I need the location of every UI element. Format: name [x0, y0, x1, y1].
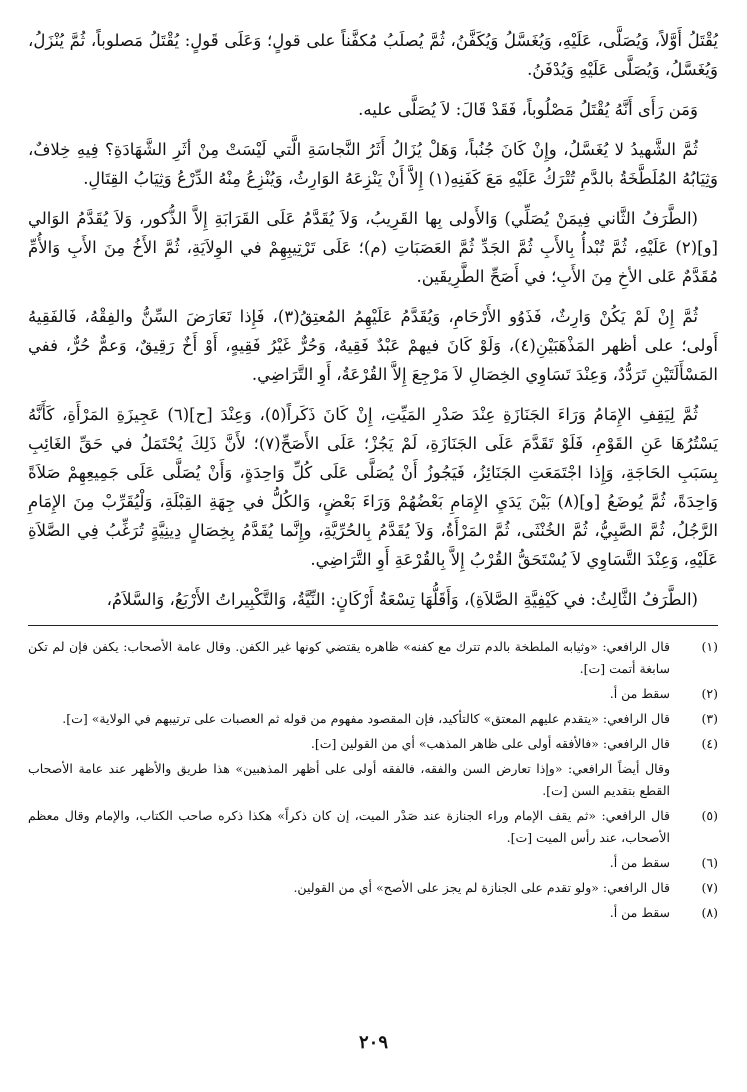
footnote-continuation	[28, 758, 718, 802]
footnote	[28, 805, 718, 849]
page-number: ٢٠٩	[358, 1032, 388, 1053]
footnote-text: قال الرافعي: «ثم يقف الإمام وراء الجنازة عند صَدْر الميت، إن كان ذكراً» هكذا ذكره صاحب الكتاب، والإمام وقال معظم الأصحاب، عند رأس الميت [ت].	[28, 808, 670, 845]
paragraph: (الطَّرَفُ الثَّالِثُ: في كَيْفِيَّةِ الصَّلاَةِ)، وَأَقَلُّهَا تِسْعَةُ أَرْكَانٍ: النِّيَّةُ، وَالتَّكْبِيراتُ الأَرْبَعُ، وَالسَّلاَمُ،	[106, 590, 698, 609]
footnotes	[28, 636, 718, 924]
footnote-text: قال الرافعي: «يتقدم عليهم المعتق» كالتأكيد، فإن المقصود مفهوم من قوله ثم العصبات على ترتيبهم في الولاية» [ت].	[62, 711, 670, 726]
page	[28, 26, 718, 927]
footnote-text: سقط من أ.	[609, 855, 670, 870]
footnote-divider	[28, 625, 718, 626]
paragraph: ثُمَّ لِيَقِفِ الإِمَامُ وَرَاءَ الجَنَازَةِ عِنْدَ صَدْرِ المَيِّتِ، إِنْ كَانَ ذَكَراً(٥)، وَعِنْدَ [ح](٦) عَجِيزَةِ المَرْأَةِ، كَأَنَّهُ يَسْتُرُهَا عَنِ القَوْمِ، فَلَوْ تَقَدَّمَ عَلَى الجَنَازَةِ، لَمْ يَجُزْ؛ عَلَى الأَصَحِّ(٧)؛ لأَنَّ ذَلِكَ يُحْتَمَلُ في حَقِّ الغَائِبِ بِسَبَبِ الحَاجَةِ، وَإِذا اجْتَمَعَتِ الجَنَائِزُ، فَيَجُوزُ أَنْ يُصَلَّى عَلَى كُلِّ وَاحِدَةٍ، وَأَنْ يُصَلَّى عَلَى جَمِيعِهِمْ صَلاَةً وَاحِدَةً، ثُمَّ يُوضَعُ [و](٨) بَيْنَ يَدَيِ الإِمَامِ بَعْضُهُمْ وَرَاءَ بَعْضٍ، وَالكُلُّ في جِهَةِ القِبْلَةِ، وَلْيُقَرِّبْ مِنَ الإِمَامِ الرَّجُلُ، ثُمَّ الصَّبِيُّ، ثُمَّ الخُنْثَى، ثُمَّ المَرْأَةُ، وَلاَ يُقَدَّمُ بِالحُرِّيَّةِ، وإِنَّما يُقَدَّمُ بِخِصَالٍ دِينِيَّةٍ تُرَغِّبُ فِي الصَّلاَةِ عَلَيْهِ، وَعِنْدَ التَّسَاوِي لاَ يُسْتَحَقُّ القُرْبُ إِلاَّ بِالقُرْعَةِ أَوِ التَّرَاضِي.	[28, 405, 718, 569]
paragraph: (الطَّرَفُ الثَّاني فِيمَنْ يُصَلِّي) وَالأَولى بِها القَرِيبُ، وَلاَ يُقَدَّمُ عَلَى القَرَابَةِ إِلاَّ الذُّكور، وَلاَ يُقَدَّمُ الوَالي [و](٢) عَلَيْهِ، ثُمَّ تُبْدأُ بِالأَبِ ثُمَّ الجَدِّ ثُمَّ العَصَبَاتِ (م)؛ عَلَى تَرْتِيبِهِمْ في الوِلاَيَةِ، ثُمَّ الأَخُ مِنَ الأَبِ وَالأُمِّ مُقَدَّمٌ عَلى الأخِ مِنَ الأَبِ؛ في أَصَحِّ الطَّرِيقَين.	[28, 209, 718, 286]
footnote-text: وقال أيضاً الرافعي: «وإذا تعارض السن والفقه، فالفقه أولى على أظهر المذهبين» هذا طريق والأظهر عند عامة الأصحاب القطع بتقديم السن [ت].	[28, 761, 670, 798]
footnote-number: (٨)	[701, 905, 718, 920]
footnote	[28, 708, 718, 730]
footnote-number: (١)	[701, 639, 718, 654]
footnote-number: (٧)	[701, 880, 718, 895]
paragraph: يُقْتَلُ أَوَّلاً، وَيُصَلَّى، عَلَيْهِ، وَيُغَسَّلُ وَيُكَفَّنُ، ثُمَّ يُصلَبُ مُكفَّناً على قولٍ؛ وَعَلَى قَولٍ: يُقْتَلُ مَصلوباً، ثُمَّ يُنْزَلُ، وَيُغَسَّلُ، وَيُصَلَّى عَلَيْهِ وَيُدْفَنُ.	[28, 31, 718, 79]
footnote	[28, 902, 718, 924]
footnote	[28, 733, 718, 755]
footnote-number: (٢)	[701, 686, 718, 701]
footnote-number: (٦)	[701, 855, 718, 870]
paragraph: ثُمَّ الشَّهيدُ لا يُغَسَّلُ، وإِنْ كَانَ جُنُباً، وَهَلْ يُزَالُ أَثَرُ النَّجاسَةِ الَّتي لَيْسَتْ مِنْ أثَرِ الشَّهَادَةِ؟ فِيهِ خِلافٌ، وَثِيَابُهُ المُلَطَّخَةُ بالدَّمِ تُتْرَكُ عَلَيْهِ مَعَ كَفَنِهِ(١) إِلاَّ أَنْ يَنْزِعَهُ الوَارِثُ، وَيُنْزِعُ مِنْهُ الدِّرْعُ وَثِيَابُ القِتَالِ.	[28, 140, 718, 188]
footnote-number: (٤)	[701, 736, 718, 751]
footnote	[28, 877, 718, 899]
footnote-number: (٥)	[701, 808, 718, 823]
footnote-text: قال الرافعي: «وثيابه الملطخة بالدم تترك مع كفنه» ظاهره يقتضي كونها غير الكفن. وقال عامة الأصحاب: يكفن فإن لم تكن سابغة أتمت [ت].	[28, 639, 670, 676]
footnote-number: (٣)	[701, 711, 718, 726]
footnote-text: سقط من أ.	[609, 905, 670, 920]
footnote-text: سقط من أ.	[609, 686, 670, 701]
footnote	[28, 683, 718, 705]
main-text	[28, 26, 718, 614]
footnote-text: قال الرافعي: «ولو تقدم على الجنازة لم يجز على الأصح» أي من القولين.	[293, 880, 670, 895]
footnote	[28, 852, 718, 874]
paragraph: وَمَن رَأَى أَنَّهُ يُقْتَلُ مَصْلُوباً، فَقَدْ قَالَ: لاَ يُصَلَّى عليه.	[358, 100, 698, 119]
footnote	[28, 636, 718, 680]
paragraph: ثُمَّ إِنْ لَمْ يَكُنْ وَارِثٌ، فَذَوُو الأَرْحَامِ، وَيُقَدَّمُ عَلَيْهِمُ المُعتِقُ(٣)، فَإِذا تَعَارَضَ السِّنُّ والفِقْهُ، فَالفَقِيهُ أَولى؛ على أظهر المَذْهَبَيْنِ(٤)، وَلَوْ كَانَ فيهمْ عَبْدٌ فَقِيهٌ، وَحُرٌّ غَيْرُ فَقِيهٍ، أَوْ أَخٌ رَقِيقٌ، وَعمٌّ حُرٌّ، ففي المَسْأَلَتَيْنِ تَرَدُّدٌ، وَعِنْدَ تَسَاوِي الخِصَالِ لاَ مَرْجِعَ إِلاَّ القُرْعَةُ، أَوِ التَّرَاضِي.	[28, 307, 718, 384]
footnote-text: قال الرافعي: «فالأفقه أولى على ظاهر المذهب» أي من القولين [ت].	[310, 736, 670, 751]
